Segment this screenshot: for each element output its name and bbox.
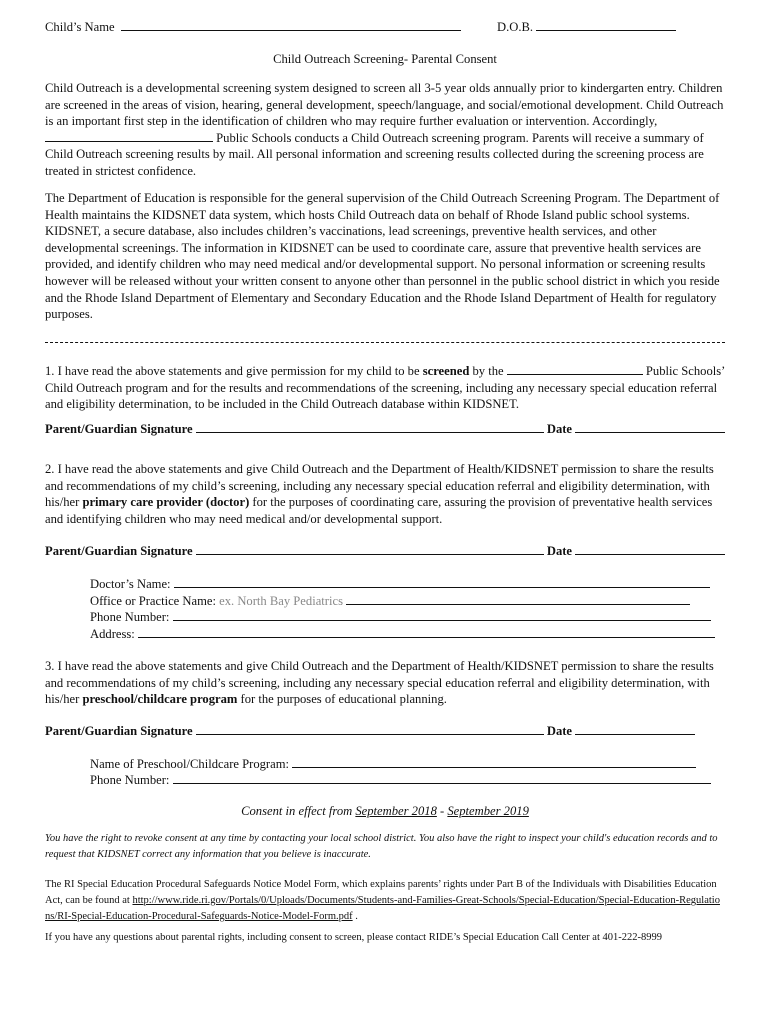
consent-period-end: September 2019 <box>447 804 529 818</box>
consent-period <box>0 803 770 819</box>
signature-field-1[interactable] <box>196 421 544 433</box>
safeguards-suffix: . <box>352 911 358 922</box>
signature-row-3 <box>45 723 725 739</box>
signature-label-2: Parent/Guardian Signature <box>45 544 193 558</box>
office-name-row <box>90 593 690 609</box>
consent-3-text-b: for the purposes of educational planning. <box>237 692 447 707</box>
consent-1-text-a: 1. I have read the above statements and give permission for my child to be <box>45 364 423 378</box>
date-field-1[interactable] <box>575 421 725 433</box>
signature-field-2[interactable] <box>196 543 544 555</box>
preschool-name-field[interactable] <box>292 756 696 768</box>
intro-paragraph-2 <box>45 190 725 323</box>
preschool-phone-row <box>90 772 711 788</box>
safeguards-link[interactable]: http://www.ride.ri.gov/Portals/0/Uploads/Documents/Students-and-Families-Great-Schools/Special-Education/Special-Education-Regulations/RI-Special-Education-Procedural-Safeguards-Notice-Model-Form.pdf <box>45 895 720 922</box>
signature-label-3: Parent/Guardian Signature <box>45 724 193 738</box>
consent-3-text-a: 3. I have read the above statements and give Child Outreach and the Department of Health/KIDSNET permission to share the results and recommendations of my child’s screening, including any necessary special education referral and eligibility determination, with his/her <box>45 659 714 707</box>
child-name-field[interactable] <box>121 19 461 31</box>
intro-p1-text-a: Child Outreach is a developmental screening system designed to screen all 3-5 year olds annually prior to kindergarten entry. Children are screened in the areas of vision, hearing, general development, speech/language, and social/emotional development. Child Outreach is an important first step in the identification of children who may require further evaluation or intervention. Accordingly, <box>45 81 724 129</box>
consent-period-start: September 2018 <box>355 804 437 818</box>
consent-3-bold: preschool/childcare program <box>82 692 238 707</box>
consent-1-text-c: Public Schools’ Child Outreach program and for the results and recommendations of the screening, including any necessary special education referral and eligibility determination, to be included in the Child Outreach database within KIDSNET. <box>45 364 725 412</box>
consent-1-paragraph <box>45 363 725 413</box>
consent-1-bold: screened <box>422 364 470 378</box>
signature-row-2 <box>45 543 725 559</box>
doctor-phone-field[interactable] <box>173 609 711 621</box>
date-label-1: Date <box>546 422 573 436</box>
intro-p2-text: The Department of Education is responsible for the general supervision of the Child Outreach Screening Program. The Department of Health maintains the KIDSNET data system, which hosts Child Outreach data on behalf of Rhode Island public school systems. KIDSNET, a secure database, also includes children’s vaccinations, lead screenings, preventive health services, and other developmental screenings. The information in KIDSNET can be used to coordinate care, assure that preventive health services are provided, and identify children who may need medical and/or developmental support. No personal information or screening results however will be released without your written consent to anyone other than personnel in the public school district in which you reside and the Rhode Island Department of Elementary and Secondary Education and the Rhode Island Department of Health for regulatory purposes. <box>45 191 720 322</box>
contact-line: If you have any questions about parental rights, including consent to screen, please contact RIDE’s Special Education Call Center at 401-222-8999 <box>45 932 662 943</box>
doctor-address-label: Address: <box>90 627 135 641</box>
preschool-phone-label: Phone Number: <box>90 773 170 787</box>
consent-2-paragraph <box>45 461 725 527</box>
rights-notice: You have the right to revoke consent at any time by contacting your local school district. You also have the right to inspect your child's education records and to request that KIDSNET correct any information that you believe is inaccurate. <box>45 833 718 860</box>
consent-2-text-a: 2. I have read the above statements and give Child Outreach and the Department of Health/KIDSNET permission to share the results and recommendations of my child’s screening, including any necessary special education referral and eligibility determination, with his/her <box>45 462 714 510</box>
signature-row-1 <box>45 421 725 437</box>
doctor-phone-row <box>90 609 711 625</box>
consent-3-paragraph <box>45 658 725 708</box>
doctor-address-row <box>90 626 715 642</box>
office-name-field[interactable] <box>346 593 690 605</box>
intro-paragraph-1 <box>45 80 725 180</box>
dob-label: D.O.B. <box>497 20 534 34</box>
date-field-2[interactable] <box>575 543 725 555</box>
doctor-phone-label: Phone Number: <box>90 610 170 624</box>
school-district-field-2[interactable] <box>507 363 643 375</box>
office-name-label: Office or Practice Name: <box>90 594 216 608</box>
child-name-row <box>45 19 461 35</box>
consent-1-text-b: by the <box>469 364 507 378</box>
date-label-2: Date <box>546 544 573 558</box>
signature-label-1: Parent/Guardian Signature <box>45 422 193 436</box>
dob-field[interactable] <box>536 19 676 31</box>
date-label-3: Date <box>546 724 573 738</box>
preschool-name-row <box>90 756 696 772</box>
preschool-name-label: Name of Preschool/Childcare Program: <box>90 757 289 771</box>
page-title: Child Outreach Screening- Parental Consent <box>273 52 497 66</box>
doctor-name-row <box>90 576 710 592</box>
doctor-name-field[interactable] <box>174 576 710 588</box>
dob-row <box>497 19 676 35</box>
consent-period-prefix: Consent in effect from <box>241 804 356 818</box>
consent-2-text-b: for the purposes of coordinating care, assuring the provision of preventative health services and identifying children who may need medical and/or developmental support. <box>45 495 713 526</box>
consent-period-separator: - <box>436 804 448 818</box>
school-district-field-1[interactable] <box>45 130 213 142</box>
intro-p1-text-b: Public Schools conducts a Child Outreach screening program. Parents will receive a summary of Child Outreach screening results by mail. All personal information and screening results collected during the screening process are treated in strictest confidence. <box>45 130 704 178</box>
safeguards-text: The RI Special Education Procedural Safeguards Notice Model Form, which explains parents’ rights under Part B of the Individuals with Disabilities Education Act, can be found at <box>45 879 717 906</box>
signature-field-3[interactable] <box>196 723 544 735</box>
child-name-label: Child’s Name <box>45 20 115 34</box>
date-field-3[interactable] <box>575 723 695 735</box>
office-name-placeholder[interactable]: ex. North Bay Pediatrics <box>219 594 343 608</box>
preschool-phone-field[interactable] <box>173 772 711 784</box>
consent-2-bold: primary care provider (doctor) <box>82 495 250 510</box>
safeguards-notice <box>45 877 725 925</box>
doctor-address-field[interactable] <box>138 626 715 638</box>
dashed-separator <box>45 342 725 343</box>
doctor-name-label: Doctor’s Name: <box>90 577 171 591</box>
